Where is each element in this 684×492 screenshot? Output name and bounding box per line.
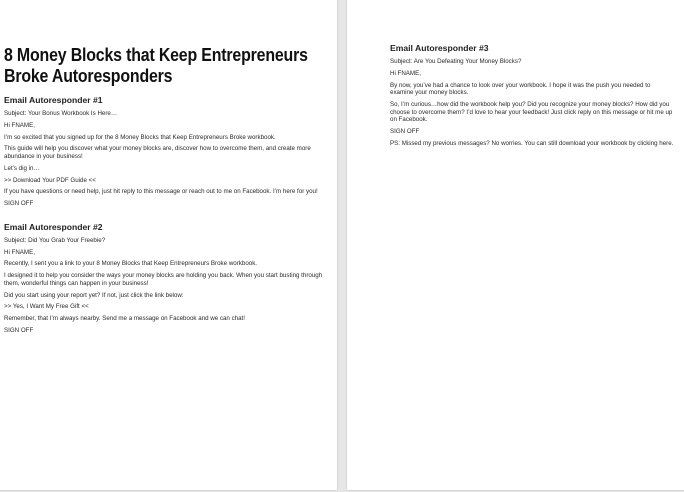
autoresponder-2-greeting: Hi FNAME, (4, 248, 35, 256)
autoresponder-1-heading: Email Autoresponder #1 (4, 95, 103, 105)
autoresponder-1-paragraph: This guide will help you discover what your money blocks are, discover how to overcome them, and create more abundance in your business! (4, 145, 311, 160)
autoresponder-2-subject: Subject: Did You Grab Your Freebie? (4, 236, 106, 244)
autoresponder-2-paragraph: Remember, that I’m always nearby. Send me a message on Facebook and we can chat! (4, 315, 245, 323)
document-title: 8 Money Blocks that Keep Entrepreneurs Broke Autoresponders (4, 44, 308, 86)
document-page-right (347, 0, 684, 490)
autoresponder-1-paragraph: Let’s dig in… (4, 164, 40, 172)
autoresponder-3-signoff: SIGN OFF (390, 127, 420, 135)
autoresponder-1-subject: Subject: Your Bonus Workbook Is Here… (4, 110, 118, 117)
autoresponder-3-heading: Email Autoresponder #3 (390, 43, 489, 53)
autoresponder-1-paragraph: I’m so excited that you signed up for the 8 Money Blocks that Keep Entrepreneurs Broke workbook. (4, 133, 276, 141)
autoresponder-2-heading: Email Autoresponder #2 (4, 221, 103, 232)
autoresponder-3-postscript: PS: Missed my previous messages? No worries. You can still download your workbook by clicking here. (390, 139, 674, 147)
autoresponder-2-paragraph: Recently, I sent you a link to your 8 Money Blocks that Keep Entrepreneurs Broke workbook. (4, 260, 258, 268)
autoresponder-2-paragraph: Did you start using your report yet? If not, just click the link below: (4, 291, 184, 299)
autoresponder-3-paragraph: So, I’m curious…how did the workbook help you? Did you recognize your money blocks? How did you choose to overcome them? I’d love to hear your feedback! Just click reply on this message or hit me up on Facebook. (390, 100, 673, 124)
autoresponder-1-section (4, 95, 327, 208)
autoresponder-3-section (390, 43, 674, 147)
free-gift-link: >> Yes, I Want My Free Gift << (4, 303, 89, 311)
autoresponder-2-paragraph: I designed it to help you consider the ways your money blocks are holding you back. When you start busting through them, wonderful things can happen in your business! (4, 272, 323, 287)
autoresponder-1-greeting: Hi FNAME, (4, 121, 35, 129)
autoresponder-2-signoff: SIGN OFF (4, 326, 34, 334)
download-guide-link: >> Download Your PDF Guide << (4, 176, 96, 184)
autoresponder-3-subject: Subject: Are You Defeating Your Money Blocks? (390, 58, 522, 65)
autoresponder-3-paragraph: By now, you’ve had a chance to look over your workbook. I hope it was the push you needed to examine your money blocks. (390, 81, 651, 97)
document-page-left (0, 0, 337, 490)
autoresponder-2-section (4, 222, 327, 335)
section-spacer (4, 212, 327, 222)
autoresponder-1-signoff: SIGN OFF (4, 200, 34, 208)
autoresponder-3-greeting: Hi FNAME, (390, 69, 421, 77)
autoresponder-1-paragraph: If you have questions or need help, just hit reply to this message or reach out to me on Facebook. I’m here for you! (4, 188, 318, 196)
